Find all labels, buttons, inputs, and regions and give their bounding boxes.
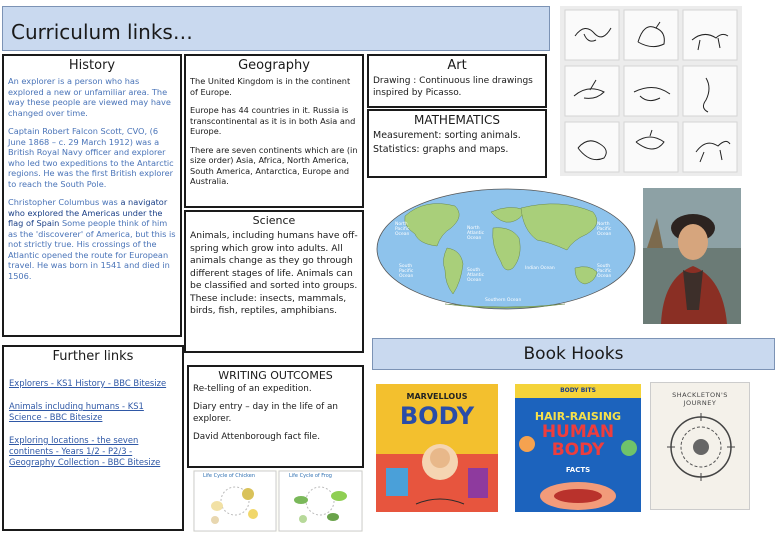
science-title: Science — [252, 214, 296, 227]
science-text: Animals, including humans have off-spring which grow into adults. All animals change as they go through different stages of life. Animals can be classified and sorted into groups. These include: insects, mammals, birds, fish, reptiles, amphibians. — [190, 230, 358, 317]
map-label-north-pacific-east: North Pacific Ocean — [597, 222, 612, 237]
map-label-north-atlantic: North Atlantic Ocean — [467, 226, 485, 241]
life-cycle-illustration — [193, 470, 363, 532]
picasso-drawings-image — [560, 6, 742, 176]
book-cover-hair-raising — [515, 384, 641, 512]
frog-cycle-label: Life Cycle of Frog — [289, 473, 332, 479]
link-continents[interactable]: Exploring locations - the seven continents - Years 1/2 - P2/3 - Geography Collection - BBC Bitesize — [9, 434, 161, 467]
book2-sub: FACTS — [565, 466, 591, 474]
geography-p3: There are seven continents which are (in size order) Asia, Africa, North America, South America, Antarctica, Europe and Australia. — [190, 144, 358, 186]
life-cycle-image — [193, 470, 363, 532]
header-banner — [2, 6, 550, 51]
columbus-portrait — [643, 188, 741, 324]
book3-title: SHACKLETON'S JOURNEY — [672, 391, 728, 407]
map-label-indian: Indian Ocean — [525, 266, 555, 271]
book2-title-top: HAIR-RAISING — [534, 410, 622, 423]
maths-title: MATHEMATICS — [413, 113, 501, 127]
map-label-south-atlantic: South Atlantic Ocean — [467, 268, 485, 283]
writing-item-3: David Attenborough fact file. — [193, 431, 321, 442]
further-links-title: Further links — [52, 349, 134, 364]
book-hooks-title: Book Hooks — [523, 344, 624, 364]
science-panel — [184, 210, 364, 353]
history-title: History — [68, 58, 116, 73]
further-links-panel — [2, 345, 184, 531]
writing-outcomes-panel — [187, 365, 364, 468]
history-panel — [2, 54, 182, 337]
writing-item-1: Re-telling of an expedition. — [193, 384, 312, 394]
book-cover-marvellous-body — [376, 384, 498, 512]
writing-item-2: Diary entry – day in the life of an explorer. — [193, 402, 338, 424]
world-map-image — [375, 186, 637, 321]
link-animals[interactable]: Animals including humans - KS1 Science - BBC Bitesize — [9, 400, 144, 422]
geography-title: Geography — [238, 58, 310, 73]
history-p3: Christopher Columbus was a navigator who explored the Americas under the flag of Spain Some people think of him as the 'discoverer' of America, but this is not strictly true. His crossings of the Atlantic opened the route for European travel. He was born in 1541 and died in 1506. — [8, 197, 176, 281]
history-p1: An explorer is a person who has explored a new or unfamiliar area. The way these people are viewed may have changed over time. — [8, 76, 171, 118]
book1-title-top: MARVELLOUS — [406, 392, 468, 401]
link-explorers[interactable]: Explorers - KS1 History - BBC Bitesize — [9, 378, 167, 388]
art-panel — [367, 54, 547, 108]
map-label-south-pacific-east: South Pacific Ocean — [597, 264, 612, 279]
maths-panel — [367, 109, 547, 178]
history-p3-highlight: a navigator who explored the Americas under the flag of Spain — [8, 197, 168, 228]
picasso-line-drawings — [560, 6, 742, 176]
maths-line1: Measurement: sorting animals. — [373, 130, 521, 141]
book1-title-main: BODY — [399, 402, 475, 430]
geography-p1: The United Kingdom is in the continent of Europe. — [190, 76, 351, 97]
art-text: Drawing : Continuous line drawings inspired by Picasso. — [373, 76, 533, 98]
chicken-cycle-label: Life Cycle of Chicken — [203, 473, 256, 479]
geography-p2: Europe has 44 countries in it. Russia is transcontinental as it is in both Asia and Europe. — [190, 105, 356, 136]
book2-series: BODY BITS — [560, 387, 596, 394]
book-hooks-banner — [372, 338, 775, 370]
book-cover-shackleton — [650, 382, 750, 510]
writing-title: WRITING OUTCOMES — [218, 369, 333, 382]
book2-title-main: HUMAN BODY — [541, 422, 615, 460]
portrait-painting — [643, 188, 741, 324]
map-label-north-pacific: North Pacific Ocean — [395, 222, 410, 237]
map-label-southern: Southern Ocean — [485, 298, 522, 303]
history-p2: Captain Robert Falcon Scott, CVO, (6 June 1868 – c. 29 March 1912) was a British Royal Navy officer and explorer who led two expeditions to the Antarctic regions. He was the first British explorer to reach the South Pole. — [8, 126, 174, 189]
page-title: Curriculum links… — [11, 20, 193, 44]
art-title: Art — [447, 58, 467, 73]
geography-panel — [184, 54, 364, 208]
map-label-south-pacific: South Pacific Ocean — [399, 264, 414, 279]
maths-line2: Statistics: graphs and maps. — [373, 144, 509, 156]
